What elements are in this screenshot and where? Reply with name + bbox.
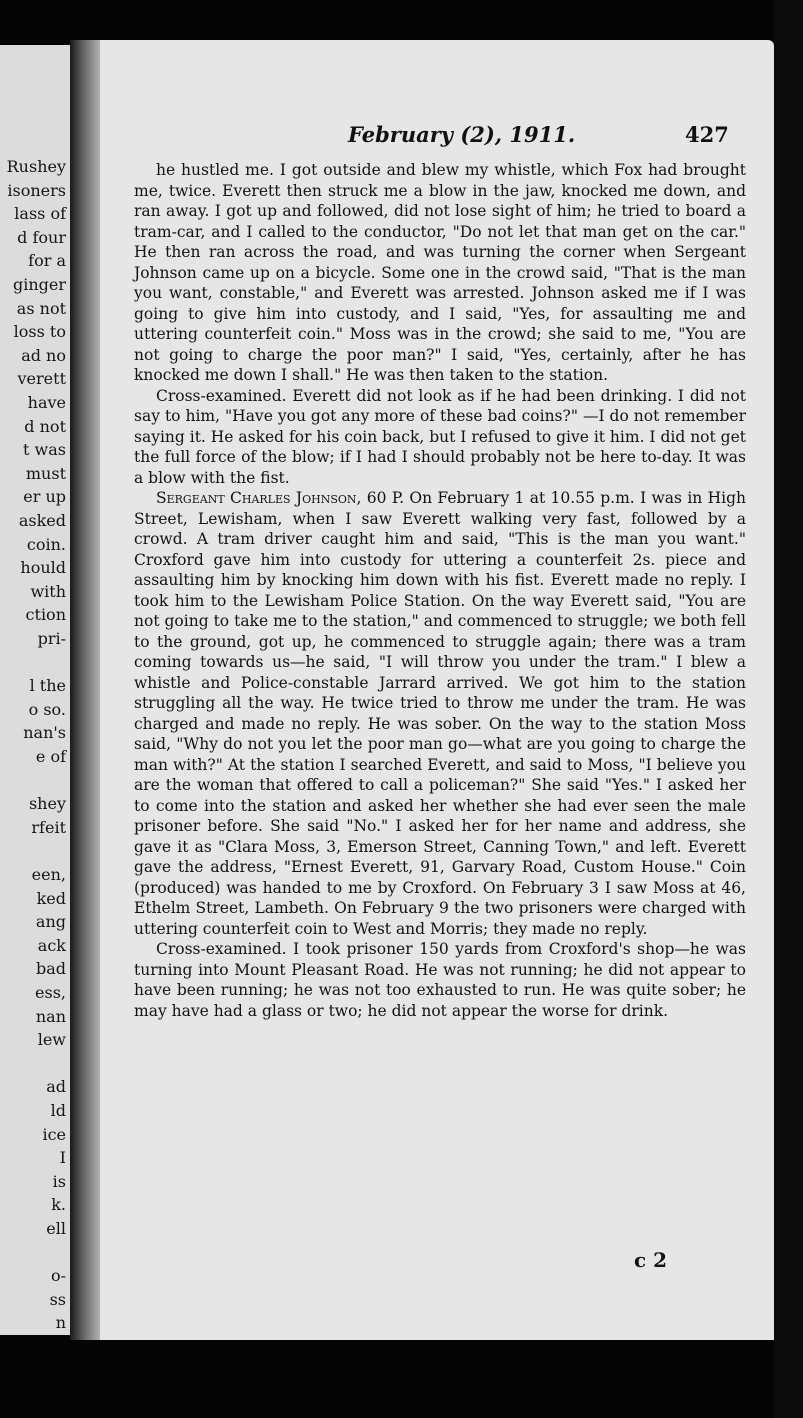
right-page [100, 40, 774, 1340]
left-page-line: ginger [12, 275, 66, 294]
left-page-line: ction [25, 605, 66, 625]
left-page-line: nan's [23, 723, 66, 743]
left-page-line: ad no [21, 345, 66, 365]
left-page-line: must [25, 463, 66, 483]
paragraph-text: Cross-examined. I took prisoner 150 yards from Croxford's shop—he was turning into Mount Pleasant Road. He was not running; he did not appear to have been running; he was not too exhausted to run. He was quite sober; he may have had a glass or two; he did not appear the worse for drink. [134, 940, 746, 1020]
signature-mark: c 2 [634, 1248, 668, 1272]
paragraph-text: he hustled me. I got outside and blew my whistle, which Fox had brought me, twice. Everett then struck me a blow in the jaw, knocked me down, and ran away. I got up and followed, did not lose sight of him; he tried to board a tram-car, and I called to the conductor, "Do not let that man get on the car." He then ran across the road, and was turning the corner when Sergeant Johnson came up on a bicycle. Some one in the crowd said, "That is the man you want, constable," and Everett was arrested. Johnson asked me if I was going to give him into custody, and I said, "Yes, for assaulting me and uttering counterfeit coin." Moss was in the crowd; she said to me, "You are not going to charge the poor man?" I said, "Yes, certainly, after he has knocked me down I shall." He was then taken to the station. [134, 161, 746, 384]
paragraph-text: Cross-examined. Everett did not look as if he had been drinking. I did not say to him, "Have you got any more of these bad coins?" —I do not remember saying it. He asked for his coin back, but I refused to give it him. I did not get the full force of the blow; if I had I should probably not be here to-day. It was a blow with the fist. [134, 386, 746, 487]
left-page-line: loss to [13, 322, 66, 342]
left-page-line: o so. [28, 699, 66, 719]
left-page-line: bad [35, 959, 66, 979]
paragraph-text: 60 P. On February 1 at 10.55 p.m. I was in High Street, Lewisham, when I saw Everett walking very fast, followed by a crowd. A tram driver caught him and said, "This is the man you want." Croxford gave him into custody for uttering a counterfeit 2s. piece and assaulting him by knocking him down with his fist. Everett made no reply. I took him to the Lewisham Police Station. On the way Everett said, "You are not going to take me to the station," and commenced to struggle; we both fell to the ground, got up, he commenced to struggle again; there was a tram coming towards us—he said, "I will throw you under the tram." I blew a whistle and Police-constable Jarrard arrived. We got him to the station struggling all the way. He twice tried to throw me under the tram. He was charged and made no reply. He was sober. On the way to the station Moss said, "Why do not you let the poor man go—what are you going to charge the man with?" At the station I searched Everett, and said to Moss, "I believe you are the woman that offered to call a policeman?" She said "Yes." I asked her to come into the station and asked her whether she had ever seen the male prisoner before. She said "No." I asked her for her name and address, she gave it as "Clara Moss, 3, Emerson Street, Canning Town," and left. Everett gave the address, "Ernest Everett, 91, Garvary Road, Custom House." Coin (produced) was handed to me by Croxford. On February 3 I saw Moss at 46, Ethelm Street, Lambeth. On February 9 the two prisoners were charged with uttering counterfeit coin to West and Morris; they made no reply. [134, 489, 746, 938]
paragraph [134, 386, 746, 489]
left-page-line: ell [46, 1219, 66, 1238]
left-page-line: isoners [7, 180, 66, 200]
left-page-line: d four [17, 227, 66, 247]
left-page-line: ack [37, 935, 66, 955]
left-page-line: shey [28, 794, 66, 814]
left-page-line: e of [35, 747, 66, 766]
left-page-line: lew [37, 1030, 66, 1050]
left-page-line: with [30, 581, 66, 601]
left-page-line: ice [42, 1124, 66, 1144]
left-page-line: pri- [37, 629, 66, 648]
left-page-line: n [55, 1313, 66, 1333]
paragraph [134, 939, 746, 1021]
left-page-line: ld [50, 1101, 66, 1120]
scan-border [774, 0, 803, 1418]
page-header [100, 122, 774, 150]
left-page-line: lass of [14, 204, 66, 224]
left-page-line: hould [20, 558, 66, 578]
left-page-line: verett [17, 369, 66, 389]
paragraph [134, 488, 746, 939]
left-page-fragment [0, 45, 73, 1335]
left-page-line: ad [46, 1077, 66, 1097]
left-page-line: asked [18, 511, 66, 530]
left-page-line: er up [23, 487, 66, 507]
left-page-line: l the [29, 676, 66, 696]
left-page-line: t was [23, 440, 66, 460]
left-page-line: ess, [35, 983, 66, 1002]
witness-name: Sergeant Charles Johnson, [156, 489, 362, 507]
left-page-line: d not [24, 416, 66, 436]
left-page-line: rfeit [31, 817, 66, 837]
running-head: February (2), 1911. [348, 122, 576, 147]
paragraph [134, 160, 746, 386]
page-number: 427 [685, 122, 729, 147]
left-page-line: nan [35, 1006, 66, 1026]
left-page-line: is [52, 1171, 66, 1191]
body-text [134, 160, 746, 1021]
left-page-line: ked [36, 888, 66, 908]
left-page-line: Rushey [6, 157, 66, 176]
left-page-line: ang [35, 912, 66, 932]
left-page-line: een, [31, 865, 66, 884]
left-page-line: as not [16, 298, 66, 318]
left-page-line: ss [49, 1289, 66, 1309]
left-page-line: o- [50, 1266, 66, 1286]
left-page-line: I [59, 1148, 66, 1168]
left-page-line: for a [28, 251, 66, 271]
left-page-line: k. [51, 1195, 66, 1215]
left-page-line: coin. [26, 534, 66, 554]
left-page-line: have [27, 393, 66, 412]
